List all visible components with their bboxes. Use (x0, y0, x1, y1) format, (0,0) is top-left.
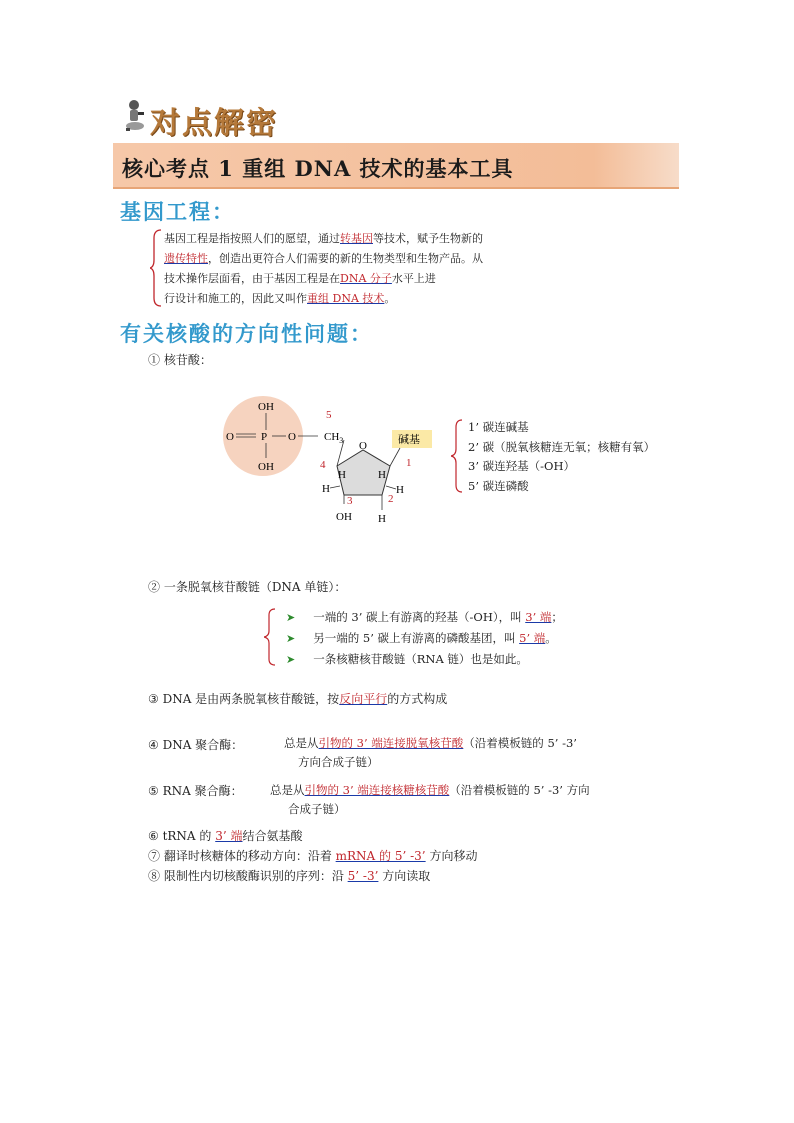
ge-term-genetic-trait: 遗传特性 (164, 252, 208, 265)
carbon-list (468, 418, 655, 496)
ge-line-3-a: 技术操作层面看，由于基因工程是在 (164, 272, 340, 285)
ge-term-recombinant-dna: 重组 DNA 技术 (307, 292, 385, 305)
chain-list (286, 607, 563, 670)
ring-oxygen: O (359, 440, 367, 452)
carbon-2-desc: 2’ 碳（脱氧核糖连无氧；核糖有氧） (468, 439, 656, 454)
ge-line-3 (164, 269, 604, 289)
section-title: 核心考点 1 重组 DNA 技术的基本工具 (122, 156, 514, 181)
chain-2-b: 。 (545, 631, 557, 645)
ge-line-4 (164, 289, 604, 309)
item-6-trna (148, 827, 303, 844)
ge-term-dna-molecule: DNA 分子 (340, 272, 392, 285)
carbon-4-label: 4 (320, 459, 326, 471)
chain-1-b: ； (551, 610, 563, 624)
ge-line-1-b: 等技术，赋予生物新的 (373, 232, 483, 245)
chain-1-a: 一端的 3’ 碳上有游离的羟基（-OH），叫 (313, 610, 526, 624)
chain-term-5-end: 5’ 端 (519, 631, 546, 645)
phosphate-o-left: O (226, 431, 234, 443)
ge-line-3-b: 水平上进 (391, 272, 436, 285)
carbon-3-label: 3 (347, 495, 353, 507)
carbon-5-label: 5 (326, 409, 332, 421)
nucleic-direction-heading: 有关核酸的方向性问题： (120, 322, 373, 346)
ge-line-1 (164, 229, 604, 249)
ge-line-4-b: 。 (384, 292, 396, 305)
ge-line-4-a: 行设计和施工的，因此又叫作 (164, 292, 307, 305)
item-4-term: 引物的 3’ 端连接脱氧核苷酸 (318, 736, 464, 750)
item-2-dna-single-strand: ② 一条脱氧核苷酸链（DNA 单链）： (148, 580, 347, 594)
item-3-a: ③ DNA 是由两条脱氧核苷酸链，按 (148, 692, 340, 706)
item-6-a: ⑥ tRNA 的 (148, 829, 216, 843)
item-7-b: 方向移动 (425, 849, 478, 863)
h-bottom-right: H (378, 513, 386, 525)
chain-3-a: 一条核糖核苷酸链（RNA 链）也是如此。 (313, 652, 528, 666)
genetic-engineering-paragraph (164, 229, 604, 309)
item-3-dna-structure (148, 690, 447, 707)
carbon-5-desc: 5’ 碳连磷酸 (468, 478, 529, 493)
chain-item-3-end (286, 607, 563, 628)
phosphate-oh-bottom: OH (258, 461, 274, 473)
item-5-b: （沿着模板链的 5’ -3’ 方向 (449, 783, 590, 797)
item-8-restriction-enzyme (148, 867, 430, 884)
item-8-a: ⑧ 限制性内切核酸酶识别的序列：沿 (148, 869, 348, 883)
phosphate-p: P (261, 431, 268, 443)
item-8-b: 方向读取 (378, 869, 431, 883)
carbon-3-desc: 3’ 碳连羟基（-OH） (468, 459, 575, 473)
chain-item-5-end (286, 628, 563, 649)
ge-line-1-a: 基因工程是指按照人们的愿望，通过 (164, 232, 340, 245)
nucleotide-diagram (220, 392, 460, 530)
ge-line-2-b: ，创造出更符合人们需要的新的生物类型和生物产品。从 (208, 252, 483, 265)
phosphate-oh-top: OH (258, 401, 274, 413)
h-right-inner: H (378, 469, 386, 481)
item-4-text (284, 735, 577, 751)
item-7-term: mRNA 的 5’ -3’ (335, 849, 426, 863)
item-5-continuation: 合成子链） (288, 802, 346, 816)
item-5-term: 引物的 3’ 端连接核糖核苷酸 (304, 783, 450, 797)
chain-2-a: 另一端的 5’ 碳上有游离的磷酸基团，叫 (313, 631, 520, 645)
item-5-text (270, 782, 590, 798)
item-7-a: ⑦ 翻译时核糖体的移动方向：沿着 (148, 849, 336, 863)
chain-brace-icon (264, 607, 276, 667)
carbons-brace-icon (451, 418, 463, 494)
base-label: 碱基 (398, 434, 420, 446)
chain-term-3-end: 3’ 端 (525, 610, 552, 624)
item-7-ribosome (148, 847, 477, 864)
item-4-continuation: 方向合成子链） (298, 755, 379, 769)
carbon-1-desc: 1’ 碳连碱基 (468, 420, 529, 434)
item-4-b: （沿着模板链的 5’ -3’ (463, 736, 577, 750)
h-right-outer: H (396, 484, 404, 496)
h-left-outer: H (322, 483, 330, 495)
green-arrow-icon: ➤ (286, 611, 296, 624)
item-1-nucleotide: ① 核苷酸： (148, 353, 212, 367)
ch2-label: $CH_3$ (324, 431, 344, 445)
oh-bottom: OH (336, 511, 352, 523)
item-5-label: ⑤ RNA 聚合酶： (148, 784, 243, 798)
item-5-a: 总是从 (270, 783, 305, 797)
carbon-2-label: 2 (388, 493, 394, 505)
green-arrow-icon: ➤ (286, 653, 296, 666)
chain-item-rna (286, 649, 563, 670)
carbon-1-label: 1 (406, 457, 412, 469)
green-arrow-icon: ➤ (286, 632, 296, 645)
item-4-label: ④ DNA 聚合酶： (148, 738, 244, 752)
item-8-term: 5’ -3’ (347, 869, 379, 883)
h-left-inner: H (338, 469, 346, 481)
scientist-figure-icon (122, 98, 148, 132)
ge-line-2 (164, 249, 604, 269)
genetic-engineering-heading: 基因工程： (120, 200, 235, 224)
item-4-a: 总是从 (284, 736, 319, 750)
item-3-term: 反向平行 (339, 692, 388, 706)
item-6-term: 3’ 端 (215, 829, 243, 843)
banner-title: 对点解密 (150, 106, 278, 141)
item-3-b: 的方式构成 (387, 692, 448, 706)
phosphate-o-right: O (288, 431, 296, 443)
brace-icon (150, 228, 162, 308)
ge-term-transgene: 转基因 (340, 232, 373, 245)
item-6-b: 结合氨基酸 (242, 829, 303, 843)
